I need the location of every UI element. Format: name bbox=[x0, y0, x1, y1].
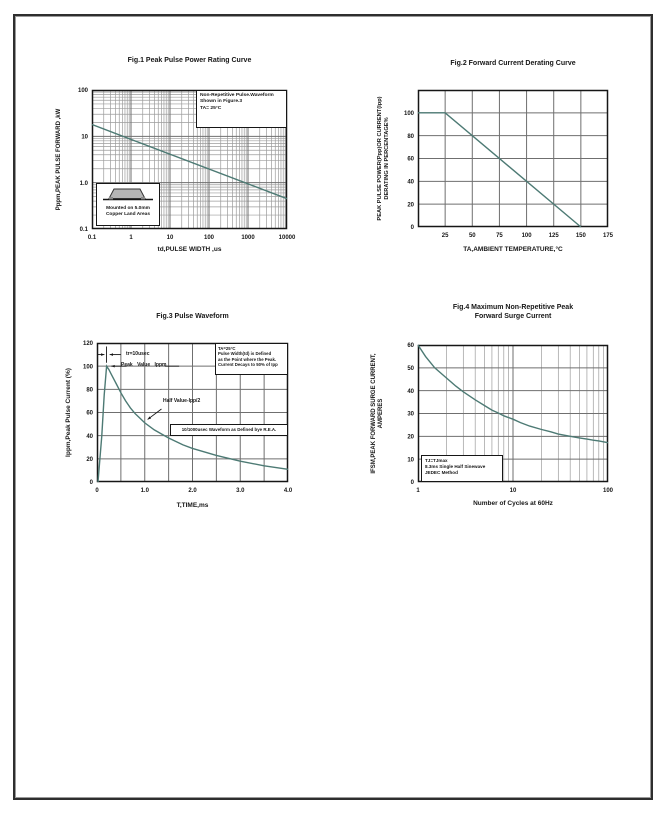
package-drawing-icon bbox=[100, 186, 156, 203]
fig3-note-line3: as the Point where the Peak. bbox=[218, 356, 277, 362]
svg-text:20: 20 bbox=[407, 434, 414, 441]
svg-text:80: 80 bbox=[407, 133, 414, 140]
fig3-rea-note-box: 10/1000usec Waveform as Defined bye R.E.A. bbox=[170, 424, 288, 436]
svg-text:0: 0 bbox=[410, 480, 414, 487]
fig1-inset-line1: Mounted on 5.0mm bbox=[106, 205, 150, 211]
fig4-note-line2: 8.3ms Single Half Sinewave bbox=[425, 464, 486, 469]
fig4-note-line1: TJ=TJmax bbox=[425, 458, 448, 463]
svg-text:60: 60 bbox=[407, 343, 414, 350]
svg-text:10: 10 bbox=[81, 134, 88, 141]
svg-text:50: 50 bbox=[468, 233, 476, 239]
svg-text:150: 150 bbox=[575, 233, 586, 239]
svg-text:0: 0 bbox=[95, 488, 99, 494]
fig2-title: Fig.2 Forward Current Derating Curve bbox=[450, 60, 576, 67]
svg-text:60: 60 bbox=[407, 156, 414, 163]
fig2-y-axis-label-line2: DERATING IN PERCENTAGE% bbox=[384, 117, 390, 200]
svg-text:1.0: 1.0 bbox=[140, 488, 149, 494]
fig3-note-line2: Pulse Width(td) is Defined bbox=[218, 351, 272, 357]
svg-text:75: 75 bbox=[496, 233, 503, 239]
svg-text:100: 100 bbox=[82, 364, 93, 371]
fig1-mounting-inset-box bbox=[96, 183, 160, 226]
svg-text:100: 100 bbox=[77, 88, 88, 95]
fig4-y-axis-label-line1: IFSM,PEAK FORWARD SURGE CURRENT, bbox=[371, 353, 377, 474]
svg-text:40: 40 bbox=[407, 388, 414, 395]
fig1-note-line2: Shown in Figure.3 bbox=[200, 99, 243, 105]
fig2-plot bbox=[403, 90, 614, 239]
svg-text:10: 10 bbox=[166, 235, 174, 241]
svg-text:175: 175 bbox=[602, 233, 614, 239]
svg-text:100: 100 bbox=[203, 235, 215, 241]
fig1-title: Fig.1 Peak Pulse Power Rating Curve bbox=[127, 57, 252, 64]
fig3-peak-value-label: Peak Value Ippm bbox=[121, 362, 167, 368]
svg-text:60: 60 bbox=[86, 410, 93, 417]
fig3-x-axis-label: T,TIME,ms bbox=[176, 502, 209, 509]
fig3-y-axis-label: Ippm,Peak Pulse Current (%) bbox=[65, 368, 72, 457]
fig1-x-axis-label: td,PULSE WIDTH ,us bbox=[157, 246, 222, 253]
svg-text:3.0: 3.0 bbox=[236, 488, 245, 494]
svg-text:25: 25 bbox=[441, 233, 449, 239]
fig3-note-box bbox=[215, 343, 288, 375]
svg-text:100: 100 bbox=[521, 233, 532, 239]
svg-text:0.1: 0.1 bbox=[79, 227, 88, 234]
fig4-y-axis-label bbox=[371, 345, 385, 482]
svg-text:10000: 10000 bbox=[278, 235, 296, 241]
svg-text:100: 100 bbox=[403, 111, 414, 118]
svg-text:40: 40 bbox=[407, 179, 414, 186]
fig3-rise-time-label: tr=10usec bbox=[126, 351, 150, 357]
svg-text:2.0: 2.0 bbox=[188, 488, 197, 494]
svg-text:125: 125 bbox=[548, 233, 559, 239]
fig4-title-line2: Forward Surge Current bbox=[474, 313, 552, 320]
fig1-inset-line2: Copper Land Areas bbox=[105, 211, 151, 217]
svg-text:80: 80 bbox=[86, 387, 93, 394]
fig2-y-axis-label bbox=[377, 90, 391, 227]
svg-text:20: 20 bbox=[86, 457, 93, 464]
svg-text:0.1: 0.1 bbox=[87, 235, 97, 241]
fig4-title bbox=[418, 303, 608, 321]
svg-text:1000: 1000 bbox=[241, 235, 255, 241]
svg-text:0: 0 bbox=[89, 480, 93, 487]
svg-text:4.0: 4.0 bbox=[283, 488, 293, 494]
fig3-title: Fig.3 Pulse Waveform bbox=[156, 313, 229, 320]
fig4-x-axis-label: Number of Cycles at 60Hz bbox=[473, 500, 553, 507]
fig1-y-axis-label: Pppm,PEAK PULSE FORWARD ,kW bbox=[56, 108, 62, 211]
svg-text:10: 10 bbox=[407, 457, 414, 464]
fig2-x-axis-label: TA,AMBIENT TEMPERATURE,°C bbox=[463, 246, 563, 253]
svg-text:0: 0 bbox=[410, 225, 414, 232]
fig3-note-line4: Current Decays to 50% of Ipp bbox=[218, 362, 278, 368]
fig3-half-value-label: Half Value-Ipp/2 bbox=[163, 398, 201, 404]
svg-text:30: 30 bbox=[407, 411, 414, 418]
svg-text:100: 100 bbox=[602, 488, 614, 494]
svg-text:1: 1 bbox=[129, 235, 133, 241]
fig2-y-axis-label-line1: PEAK PULSE POWER(Ppp)OR CURRENT(Ipp) bbox=[377, 96, 383, 221]
fig1-note-line3: TA= 25°C bbox=[200, 105, 222, 111]
svg-text:50: 50 bbox=[407, 366, 414, 373]
fig4-y-axis-label-line2: AMPERES bbox=[378, 398, 384, 429]
fig1-note-box bbox=[196, 90, 287, 128]
svg-text:10: 10 bbox=[509, 488, 517, 494]
svg-text:20: 20 bbox=[407, 202, 414, 209]
fig4-note-box bbox=[421, 455, 503, 482]
svg-text:120: 120 bbox=[82, 341, 93, 348]
svg-text:40: 40 bbox=[86, 433, 93, 440]
fig4-title-line1: Fig.4 Maximum Non-Repetitive Peak bbox=[452, 304, 574, 311]
fig1-note-line1: Non-Repetitive Pulse.Waveform bbox=[200, 93, 274, 98]
fig4-note-line3: JEDEC Method bbox=[425, 470, 458, 475]
svg-text:1: 1 bbox=[416, 488, 420, 494]
fig3-note-line1: TA=25°C bbox=[218, 346, 236, 351]
svg-text:1.0: 1.0 bbox=[79, 180, 88, 187]
